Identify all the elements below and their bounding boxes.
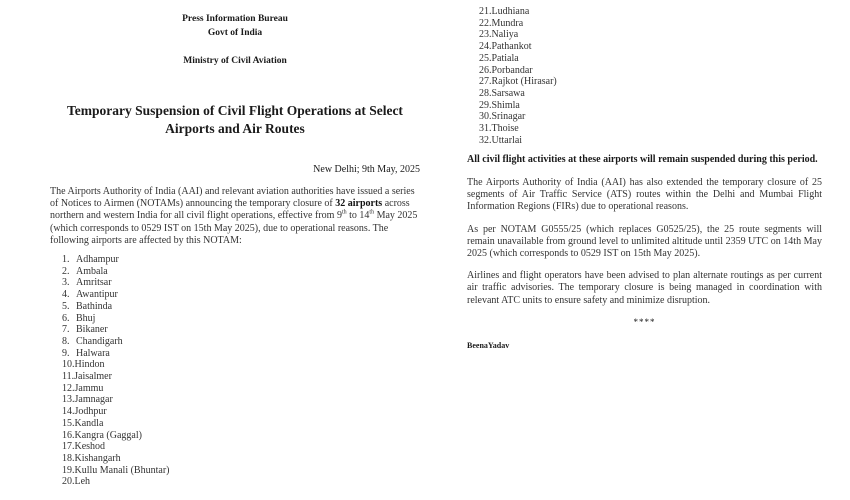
airport-number: 16.	[62, 429, 75, 441]
airport-name: Pathankot	[491, 41, 532, 53]
airport-number: 14.	[62, 406, 75, 418]
airport-name: Jaisalmer	[74, 371, 112, 383]
airport-number: 22.	[479, 17, 492, 29]
airport-name: Kishangarh	[74, 452, 121, 464]
airport-list-item	[62, 254, 420, 266]
airport-list-item	[479, 123, 822, 135]
airport-list-item	[479, 135, 822, 147]
airport-number: 5.	[62, 300, 70, 312]
signature: BeenaYadav	[467, 340, 510, 350]
suspended-notice: All civil flight activities at these airports will remain suspended during this period.	[467, 154, 818, 166]
airport-name: Kullu Manali (Bhuntar)	[74, 464, 170, 476]
airport-name: Jammu	[74, 382, 104, 394]
airport-name: Ludhiana	[491, 6, 530, 17]
airport-list-item	[62, 359, 420, 371]
airport-list-item	[62, 465, 420, 477]
airport-list-item	[62, 476, 420, 488]
airport-number: 24.	[479, 41, 492, 53]
intro-bold: 32 airports	[335, 198, 383, 210]
airport-list-item	[62, 301, 420, 313]
airport-number: 9.	[62, 347, 70, 359]
intro-paragraph	[50, 186, 420, 247]
airport-name: Mundra	[491, 17, 524, 29]
intro-text-2: across northern and western India for all civil flight operations, effective from 9	[50, 198, 410, 222]
page-title	[50, 102, 420, 138]
airport-list-item	[62, 348, 420, 360]
airport-list-left	[50, 254, 420, 488]
airport-number: 32.	[479, 134, 492, 146]
airport-number: 11.	[62, 371, 75, 383]
ministry-name: Ministry of Civil Aviation	[183, 56, 287, 66]
airport-list-item	[479, 18, 822, 30]
airport-name: Uttarlai	[491, 134, 523, 146]
airport-number: 23.	[479, 29, 492, 41]
airport-list-item	[479, 6, 822, 18]
airport-number: 26.	[479, 64, 492, 76]
airport-name: Bhuj	[76, 312, 96, 324]
airport-list-item	[62, 371, 420, 383]
airport-list-item	[479, 65, 822, 77]
airport-name: Patiala	[491, 52, 519, 64]
airport-number: 6.	[62, 312, 70, 324]
separator-stars: ****	[633, 316, 656, 327]
airport-name: Keshod	[74, 441, 106, 453]
airport-list-item	[62, 266, 420, 278]
airport-number: 28.	[479, 87, 492, 99]
airlines-paragraph: Airlines and flight operators have been advised to plan alternate routings as per current air traffic advisories. The temporary closure is being managed in coordination with relevant ATC units to ensure safety and minimize disruption.	[467, 270, 822, 306]
airport-name: Chandigarh	[76, 335, 123, 347]
airport-number: 12.	[62, 382, 75, 394]
airport-name: Ambala	[76, 265, 108, 277]
airport-list-item	[62, 383, 420, 395]
airport-list-item	[62, 430, 420, 442]
airport-name: Sarsawa	[491, 87, 525, 99]
airport-list-item	[62, 313, 420, 325]
title-line-2: Airports and Air Routes	[165, 121, 305, 136]
airport-number: 10.	[62, 359, 75, 371]
airport-name: Kandla	[74, 417, 104, 429]
airport-list-item	[62, 406, 420, 418]
airport-number: 3.	[62, 277, 70, 289]
airport-list-item	[479, 88, 822, 100]
airport-name: Adhampur	[76, 254, 119, 266]
airport-number: 2.	[62, 265, 70, 277]
bureau-name: Press Information Bureau	[182, 14, 288, 24]
airport-name: Jodhpur	[74, 406, 107, 418]
dateline: New Delhi; 9th May, 2025	[313, 164, 420, 175]
intro-text-1: The Airports Authority of India (AAI) and relevant aviation authorities have issued a series of Notices to Airmen (NOTAMs) announcing the temporary closure of	[50, 186, 415, 210]
airport-number: 1.	[62, 254, 70, 266]
airport-number: 13.	[62, 394, 75, 406]
airport-number: 4.	[62, 289, 70, 301]
intro-text-4: May 2025 (which corresponds to 0529 IST on 15th May 2025), due to operational reasons. The following airports are affected by this NOTAM:	[50, 210, 418, 246]
airport-list-item	[62, 418, 420, 430]
airport-number: 29.	[479, 99, 492, 111]
airport-list-right	[467, 6, 822, 146]
airport-name: Amritsar	[76, 277, 112, 289]
airport-number: 21.	[479, 6, 492, 17]
airport-list-item	[479, 111, 822, 123]
airport-number: 30.	[479, 111, 492, 123]
right-column	[467, 6, 822, 350]
notam-paragraph: As per NOTAM G0555/25 (which replaces G0525/25), the 25 route segments will remain unavailable from ground level to unlimited altitude until 2359 UTC on 14th May 2025 (which corresponds to 0529 IST on 15th May 2025).	[467, 223, 822, 259]
airport-list-item	[62, 324, 420, 336]
airport-list-item	[62, 277, 420, 289]
airport-list-item	[479, 29, 822, 41]
airport-list-item	[62, 394, 420, 406]
airport-name: Porbandar	[491, 64, 533, 76]
airport-name: Bikaner	[76, 324, 108, 336]
ats-paragraph: The Airports Authority of India (AAI) has also extended the temporary closure of 25 segments of Air Traffic Service (ATS) routes within the Delhi and Mumbai Flight Information Regions (FIRs) due to operational reasons.	[467, 176, 822, 213]
intro-sup-2: th	[369, 210, 375, 217]
airport-name: Thoise	[491, 123, 519, 135]
airport-name: Hindon	[74, 359, 105, 371]
airport-name: Kangra (Gaggal)	[74, 429, 142, 441]
airport-number: 27.	[479, 76, 492, 88]
left-column	[50, 12, 420, 488]
airport-number: 25.	[479, 52, 492, 64]
title-line-1: Temporary Suspension of Civil Flight Operations at Select	[67, 103, 403, 118]
airport-number: 17.	[62, 441, 75, 453]
airport-number: 15.	[62, 417, 75, 429]
airport-name: Awantipur	[76, 289, 118, 301]
airport-list-item	[62, 453, 420, 465]
intro-sup-1: th	[341, 210, 347, 217]
airport-name: Rajkot (Hirasar)	[491, 76, 557, 88]
airport-number: 20.	[62, 476, 75, 488]
airport-list-item	[62, 336, 420, 348]
airport-name: Leh	[74, 476, 91, 488]
airport-list-item	[479, 41, 822, 53]
airport-number: 8.	[62, 335, 70, 347]
airport-name: Bathinda	[76, 300, 113, 312]
airport-name: Srinagar	[491, 111, 526, 123]
govt-name: Govt of India	[207, 28, 263, 38]
airport-number: 18.	[62, 452, 75, 464]
airport-name: Halwara	[76, 347, 110, 359]
intro-text-3: to 14	[346, 210, 370, 222]
airport-name: Naliya	[491, 29, 519, 41]
airport-list-item	[62, 289, 420, 301]
airport-number: 19.	[62, 464, 75, 476]
airport-name: Shimla	[491, 99, 520, 111]
airport-number: 31.	[479, 123, 492, 135]
airport-number: 7.	[62, 324, 70, 336]
airport-list-item	[479, 76, 822, 88]
airport-list-item	[479, 53, 822, 65]
airport-list-item	[479, 100, 822, 112]
airport-name: Jamnagar	[74, 394, 113, 406]
airport-list-item	[62, 441, 420, 453]
